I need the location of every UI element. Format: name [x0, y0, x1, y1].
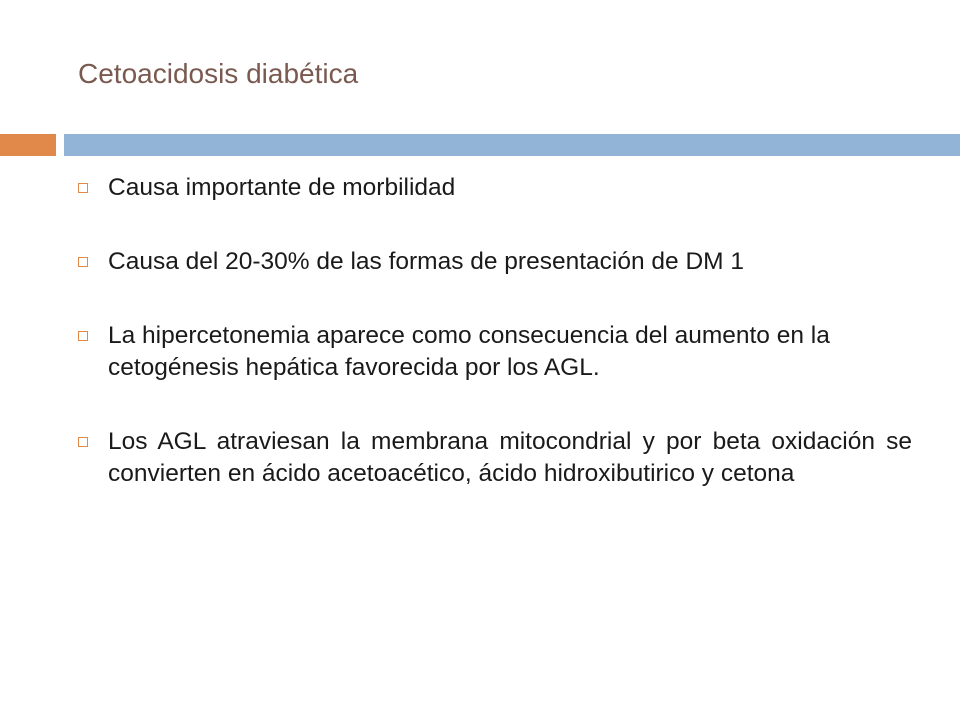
hollow-square-bullet-icon	[78, 437, 88, 447]
hollow-square-bullet-icon	[78, 257, 88, 267]
slide-title: Cetoacidosis diabética	[78, 58, 359, 89]
bullet-list	[78, 172, 912, 532]
bullet-item	[78, 172, 912, 204]
bullet-item	[78, 320, 912, 384]
bullet-text: Causa del 20-30% de las formas de presentación de DM 1	[108, 248, 744, 275]
hollow-square-bullet-icon	[78, 331, 88, 341]
accent-bar-orange	[0, 134, 56, 156]
bullet-item	[78, 246, 912, 278]
hollow-square-bullet-icon	[78, 183, 88, 193]
bullet-text: Causa importante de morbilidad	[108, 174, 456, 201]
bullet-text: La hipercetonemia aparece como consecuencia del aumento en la cetogénesis hepática favorecida por los AGL.	[108, 322, 830, 381]
accent-bar-blue	[64, 134, 960, 156]
bullet-text: Los AGL atraviesan la membrana mitocondrial y por beta oxidación se convierten en ácido acetoacético, ácido hidroxibutirico y cetona	[108, 428, 912, 487]
bullet-item	[78, 426, 912, 490]
